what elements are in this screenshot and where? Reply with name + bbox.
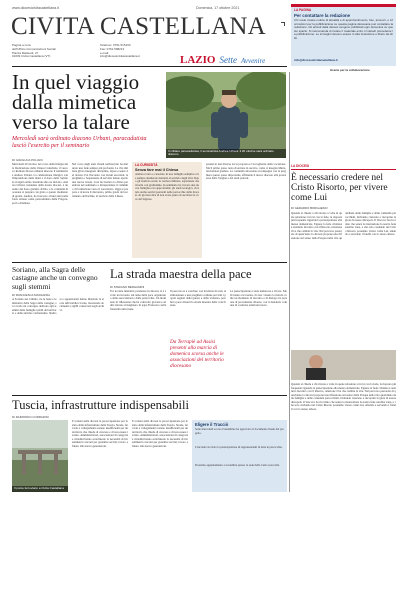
diocesi-headline: È necessario credere nel Cristo Risorto, per vivere come Lui bbox=[291, 173, 388, 203]
diocesi-byline: DI GERARDO BORGHESIO bbox=[291, 206, 328, 210]
info-left-line: Piazza Matteotti, 27 bbox=[12, 50, 39, 55]
tuscia-photo-illustration bbox=[12, 420, 68, 492]
tappe-item: Sette mercoledì scorso l'assemblea ha approvato il documento finale del progetto. bbox=[195, 428, 284, 435]
main-headline-line: verso la talare bbox=[12, 110, 130, 134]
avvenire-label: Avvenire bbox=[240, 57, 266, 65]
info-mid-line: Fax: 0761.598213 bbox=[100, 46, 125, 51]
tappe-item: Prossimo appuntamento a novembre presso la sede della Curia vescovile. bbox=[195, 464, 280, 467]
tuscia-byline: DI RAIMONDO CORRADINI bbox=[12, 415, 49, 419]
strada-pull-quote: Da Terrapiè ad Assisi presenti alla marcia di domenica scorsa anche le associazioni del territorio diocesano bbox=[170, 339, 224, 369]
column-divider bbox=[289, 72, 290, 492]
masthead-title: CIVITA CASTELLANA bbox=[11, 13, 266, 40]
section-rule-soriano bbox=[12, 262, 287, 263]
contact-box-email[interactable]: info@diocesicivitacastellana.it bbox=[294, 58, 338, 62]
contact-box bbox=[291, 4, 396, 66]
diocesi-body: Quando si chiede a chi ritorna a volte in quale relazione si trovi con la fede, la risposta più frequente riguarda la partecipazione alla messa domenicale. Eppure la fede cristiana è anzitutto incontro con il Risorto, relazione viva che cambia la vita. Nel percorso pastorale di quest'anno la diocesi propone una riflessione sul senso della Pasqua nella vita quotidiana delle famiglie e delle comunità parrocchiali, invitando ciascuno a riscoprire la gioia di essere discepoli. Il Vescovo ha ricordato che senza la risurrezione la nostra fede sarebbe vana, e che solo credendo nel Cristo Risorto possiamo vivere come Lui, amando e servendo i fratelli con lo stesso amore. bbox=[291, 212, 396, 240]
info-mid-line[interactable]: info@diocesicivitacastellana.it bbox=[100, 54, 140, 59]
section-rule-tuscia bbox=[12, 395, 287, 396]
tuscia-body-col2: È tornata nella diocesi la preoccupazione per lo stato delle infrastrutture della Tuscia. Strade, ferrovie e collegamenti restano insufficienti per un territorio che chiede di crescere e di non essere isolato. Amministratori, associazioni di categoria e cittadini hanno sottolineato la necessità di investimenti concreti per garantire servizi, lavoro e futuro alle nuove generazioni. bbox=[132, 420, 188, 448]
sidebar-title: Senza fare mai il Chiesa bbox=[135, 168, 179, 172]
main-photo-illustration bbox=[166, 72, 286, 158]
info-left-line: dell'Ufficio Comunicazioni Sociali bbox=[12, 46, 56, 51]
main-body-col3: passati in fasi diverse tra la proposta e l'accoglienza della vocazione. Ma il primo passo resta di entrare in ascolto, come ci insegna Maria, lasciandosi guidare. La comunità diocesana accompagna con la preghiera questo passo importante, affidando il nuovo diacono alla protezione della Vergine e dei santi patroni. bbox=[206, 163, 286, 181]
main-body-col2: Nel corso degli anni vissuti nell'esercito ha maturato una fede sempre più profonda. La vita militare gli ha insegnato disciplina, rigore e senso del dovere. Poi l'incontro con alcuni sacerdoti, la preghiera e l'esperienza di servizio hanno aperto una nuova strada. Così ha lasciato la divisa per entrare nel seminario e intraprendere il cammino di formazione verso il sacerdozio. Oggi si prepara a ricevere il diaconato, primo grado del sacramento dell'ordine, al servizio della Chiesa. bbox=[72, 163, 128, 198]
strada-col1: Tra le tante iniziative promosse in diocesi, si è svolto un incontro sul tema della pace organizzato dalle associazioni e dalle parrocchie. Un momento di riflessione che ha coinvolto giovani e adulti attorno al magistero di papa Francesco sulla fraternità universale. bbox=[110, 290, 166, 311]
header-bottom-rule bbox=[12, 66, 287, 67]
info-left-line: Pagina a cura bbox=[12, 43, 31, 47]
strada-headline: La strada maestra della pace bbox=[110, 267, 252, 281]
strada-col3: La partecipazione è stata numerosa e vivace. Molti hanno raccontato di aver vissuto la marcia come un momento di incontro e di dialogo tra persone di provenienze diverse, con il desiderio comune di costruire relazioni nuove. bbox=[230, 290, 287, 308]
main-byline: DI GIANLUCA POLIANI bbox=[12, 158, 43, 162]
page-number-seven bbox=[281, 22, 285, 26]
tappe-title: Eligere il Tracciò bbox=[195, 422, 229, 427]
info-mid-line: e-mail: bbox=[100, 50, 110, 55]
website-url[interactable]: www.diocesicivitacastellana.it bbox=[12, 6, 59, 10]
interview-sidebar bbox=[132, 162, 202, 258]
strada-byline: DI STEFANO BERGAMINI bbox=[110, 285, 145, 289]
tuscia-photo-caption: Il ponte ferroviario a Civita Castellana bbox=[12, 486, 68, 492]
contact-box-title: Per contattare la redazione bbox=[294, 13, 351, 18]
lazio-label: LAZIO bbox=[180, 54, 216, 66]
contact-box-thanks: Grazie per la collaborazione bbox=[330, 68, 370, 72]
soriano-body: A Soriano nel Cimino, tra le feste e le iniziative della Sagra delle castagne, si è svolto un convegno dedicato agli stemmi delle famiglie nobili del territorio e delle antiche confraternite. Studiosi e appassionati hanno illustrato la storia dell'araldica locale, mostrando documenti e sigilli conservati negli archivi. bbox=[12, 298, 104, 316]
main-photo-caption: Il militare paracadutista, il seminarista Andrea Urbani: il 20 ottobre sarà ordinato diacono bbox=[166, 149, 286, 158]
lazio-sette-logo bbox=[180, 50, 272, 66]
page-bottom-margin bbox=[0, 496, 400, 600]
header-info-left bbox=[12, 44, 56, 59]
soriano-photo bbox=[12, 386, 104, 392]
diocesi-section bbox=[291, 164, 396, 472]
main-headline-line: dalla mimetica bbox=[12, 90, 137, 114]
main-photo bbox=[166, 72, 286, 158]
diocesi-portrait bbox=[291, 350, 396, 380]
soriano-headline: Soriano, alla Sagra delle castagne anche un convegno sugli stemmi bbox=[12, 265, 98, 291]
sidebar-tag: LA CURIOSITÀ bbox=[135, 163, 158, 167]
soriano-byline: DI FRANCESCA MASSAFRA bbox=[12, 293, 51, 297]
tuscia-photo bbox=[12, 420, 68, 492]
diocesi-body-lower: Quando si chiede a chi ritorna a volte in quale relazione si trovi con la fede, la risposta più frequente riguarda la partecipazione alla messa domenicale. Eppure la fede cristiana è anzitutto incontro con il Risorto, relazione viva che cambia la vita. Nel percorso pastorale di quest'anno la diocesi propone una riflessione sul senso della Pasqua nella vita quotidiana delle famiglie e delle comunità parrocchiali, invitando ciascuno a riscoprire la gioia di essere discepoli. Il Vescovo ha ricordato che senza la risurrezione la nostra fede sarebbe vana, e che solo credendo nel Cristo Risorto possiamo vivere come Lui, amando e servendo i fratelli con lo stesso amore. bbox=[291, 383, 396, 411]
info-mid-line: Telefono: 0761.515163 bbox=[100, 43, 131, 47]
tappe-item: L'incontro ha visto la partecipazione di rappresentanti di tutte le parrocchie. bbox=[195, 446, 283, 449]
main-subhead: Mercoledì sarà ordinato diacono Urbani, paracadutista lasciò l'esercito per il seminario bbox=[12, 136, 147, 149]
main-headline-line: In quel viaggio bbox=[12, 70, 140, 94]
header-info-mid bbox=[100, 44, 140, 59]
contact-box-tag: LA PAGINA bbox=[294, 8, 312, 12]
strada-col2: Il percorso si è concluso con la lettura di testi, testimonianze e una preghiera comune per tutti i popoli segnati dalla guerra e dalla violenza, perché la pace diventi la strada maestra della convivenza. bbox=[170, 290, 226, 308]
issue-date: Domenica, 17 ottobre 2021 bbox=[196, 6, 240, 10]
sidebar-text: Andrea è nato e cresciuto in una famiglia semplice e ha sempre desiderato mettersi al servizio degli altri. Dopo gli studi ha scelto la carriera militare, esperienza che ricorda con gratitudine. In seminario ha trovato una nuova famiglia e ha approfondito gli studi teologici, vivendo anche servizi pastorali nelle parrocchie della diocesi. Ai giovani dice di non avere paura di ascoltare la voce del Signore. bbox=[135, 173, 199, 201]
info-left-line: 01033 Civita Castellana (VT) bbox=[12, 54, 51, 59]
tuscia-body-col1: È tornata nella diocesi la preoccupazione per lo stato delle infrastrutture della Tuscia. Strade, ferrovie e collegamenti restano insufficienti per un territorio che chiede di crescere e di non essere isolato. Amministratori, associazioni di categoria e cittadini hanno sottolineato la necessità di investimenti concreti per garantire servizi, lavoro e futuro alle nuove generazioni. bbox=[72, 420, 128, 448]
portrait-illustration bbox=[291, 350, 396, 380]
main-body-col1: Mercoledì 20 ottobre, nel corso della liturgia della Dedicazione della Chiesa Cattedrale, il vescovo Romano Rossi ordinerà diacono il seminarista Andrea Urbani. La celebrazione liturgica con l'imposizione delle mani e il dono dello Spirito si svolgerà nella cattedrale alle ore diciotto. Andrea Urbani, trentenne della nostra diocesi, è un uomo dal dono gratuito di Dio, e la comunità diocesana si prepara con gioia a questo momento di grazia. Andrea, ha trascorso alcuni anni nelle forze armate come paracadutista della Folgore, poi la chiamata. bbox=[12, 163, 68, 206]
sette-label: Sette bbox=[219, 55, 237, 65]
tappe-box bbox=[192, 420, 287, 492]
tuscia-headline: Tuscia, infrastrutture indispensabili bbox=[12, 398, 189, 412]
diocesi-tag: LA DIOCESI bbox=[291, 164, 396, 170]
contact-box-text: Chi vuole inviare notizie di attualità e di approfondimento, foto, annunci, o informazioni per la pubblicazione su questa pagina diocesana può contattare la redazione. Gli articoli della diocesi vengono pubblicati ogni domenica su questo spazio. Si raccomanda di inviare il materiale entro il martedì precedente la pubblicazione. Le immagini devono essere in alta risoluzione e libere da diritti. bbox=[294, 19, 393, 40]
main-headline bbox=[12, 72, 162, 132]
